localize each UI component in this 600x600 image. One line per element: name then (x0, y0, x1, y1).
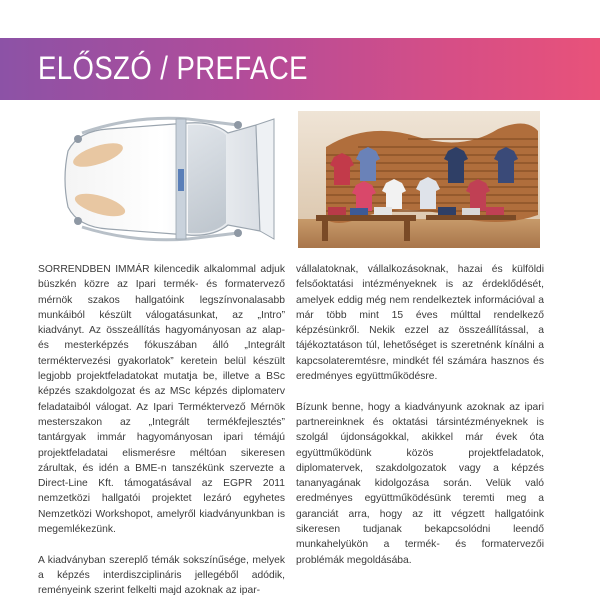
paragraph: SORRENDBEN IMMÁR kilencedik alkalommal adjuk büszkén közre az Ipari termék- és formatervező mérnök szakos hallgatóink legszínvonalasabb munkáiból készült válogatásunkat, az „Intro” kiadványt. Az összeállítás hagyományosan az alap- és mesterképzés fókuszában álló „Integrált terméktervezési gyakorlatok” keretein belül készült legjobb projektfeladatokat mutatja be, illetve a BSc képzés szakdolgozat és az MSc képzés diplomaterv feladataiból válogat. Az Ipari Terméktervező Mérnök mesterszakon az „Integrált termékfejlesztés” tantárgyak immár hagyományosan ipari témájú projektfeladatai elismerésre méltóan sikeresen zárultak, és idén a BME-n tanszékünk szervezte a Direct-Line Kft. támogatásával az EGPR 2011 nemzetközi hallgatói projektet lezáró egyhetes Nemzetközi Workshopot, amelyről kiadványunkban is megemlékezünk. (38, 264, 285, 536)
product-render-image (38, 111, 280, 248)
title-banner (0, 38, 600, 100)
product-render-illustration (38, 111, 280, 248)
body-column-right (296, 262, 544, 568)
store-display-illustration (298, 111, 540, 248)
paragraph: A kiadványban szereplő témák sokszínűsége, melyek a képzés interdiszciplináris jellegéből adódik, reményeink szerint felkelti majd azoknak az ipar- (38, 554, 285, 597)
page-title: ELŐSZÓ / PREFACE (38, 50, 308, 86)
store-display-image (298, 111, 540, 248)
body-column-left (38, 262, 285, 599)
paragraph: vállalatoknak, vállalkozásoknak, hazai és külföldi felsőoktatási intézményeknek is az érdeklődését, amelyek eddig még nem rendelkeztek információval a már több mint 15 éves múlttal rendelkező képzésünkről. Nekik ezzel az összeállítással, a tájékoztatáson túl, lehetőséget is szeretnénk kínálni a kapcsolateremtésre, mindkét fél számára hasznos és eredményes együttműködésre. (296, 264, 544, 383)
paragraph: Bízunk benne, hogy a kiadványunk azoknak az ipari partnereinknek és oktatási társintézményeknek is szolgál újdonságokkal, akikkel már évek óta együttműködünk közös projektfeladatok, diplomatervek, szakdolgozatok vagy a képzés tananyagának kidolgozása során. Velük való eredményes együttműködésünk teremti meg a garanciát arra, hogy az itt végzett hallgatóink sikeresen tudjanak bekapcsolódni leendő munkahelyükön a termék- és formatervezői problémák megoldásába. (296, 401, 544, 566)
